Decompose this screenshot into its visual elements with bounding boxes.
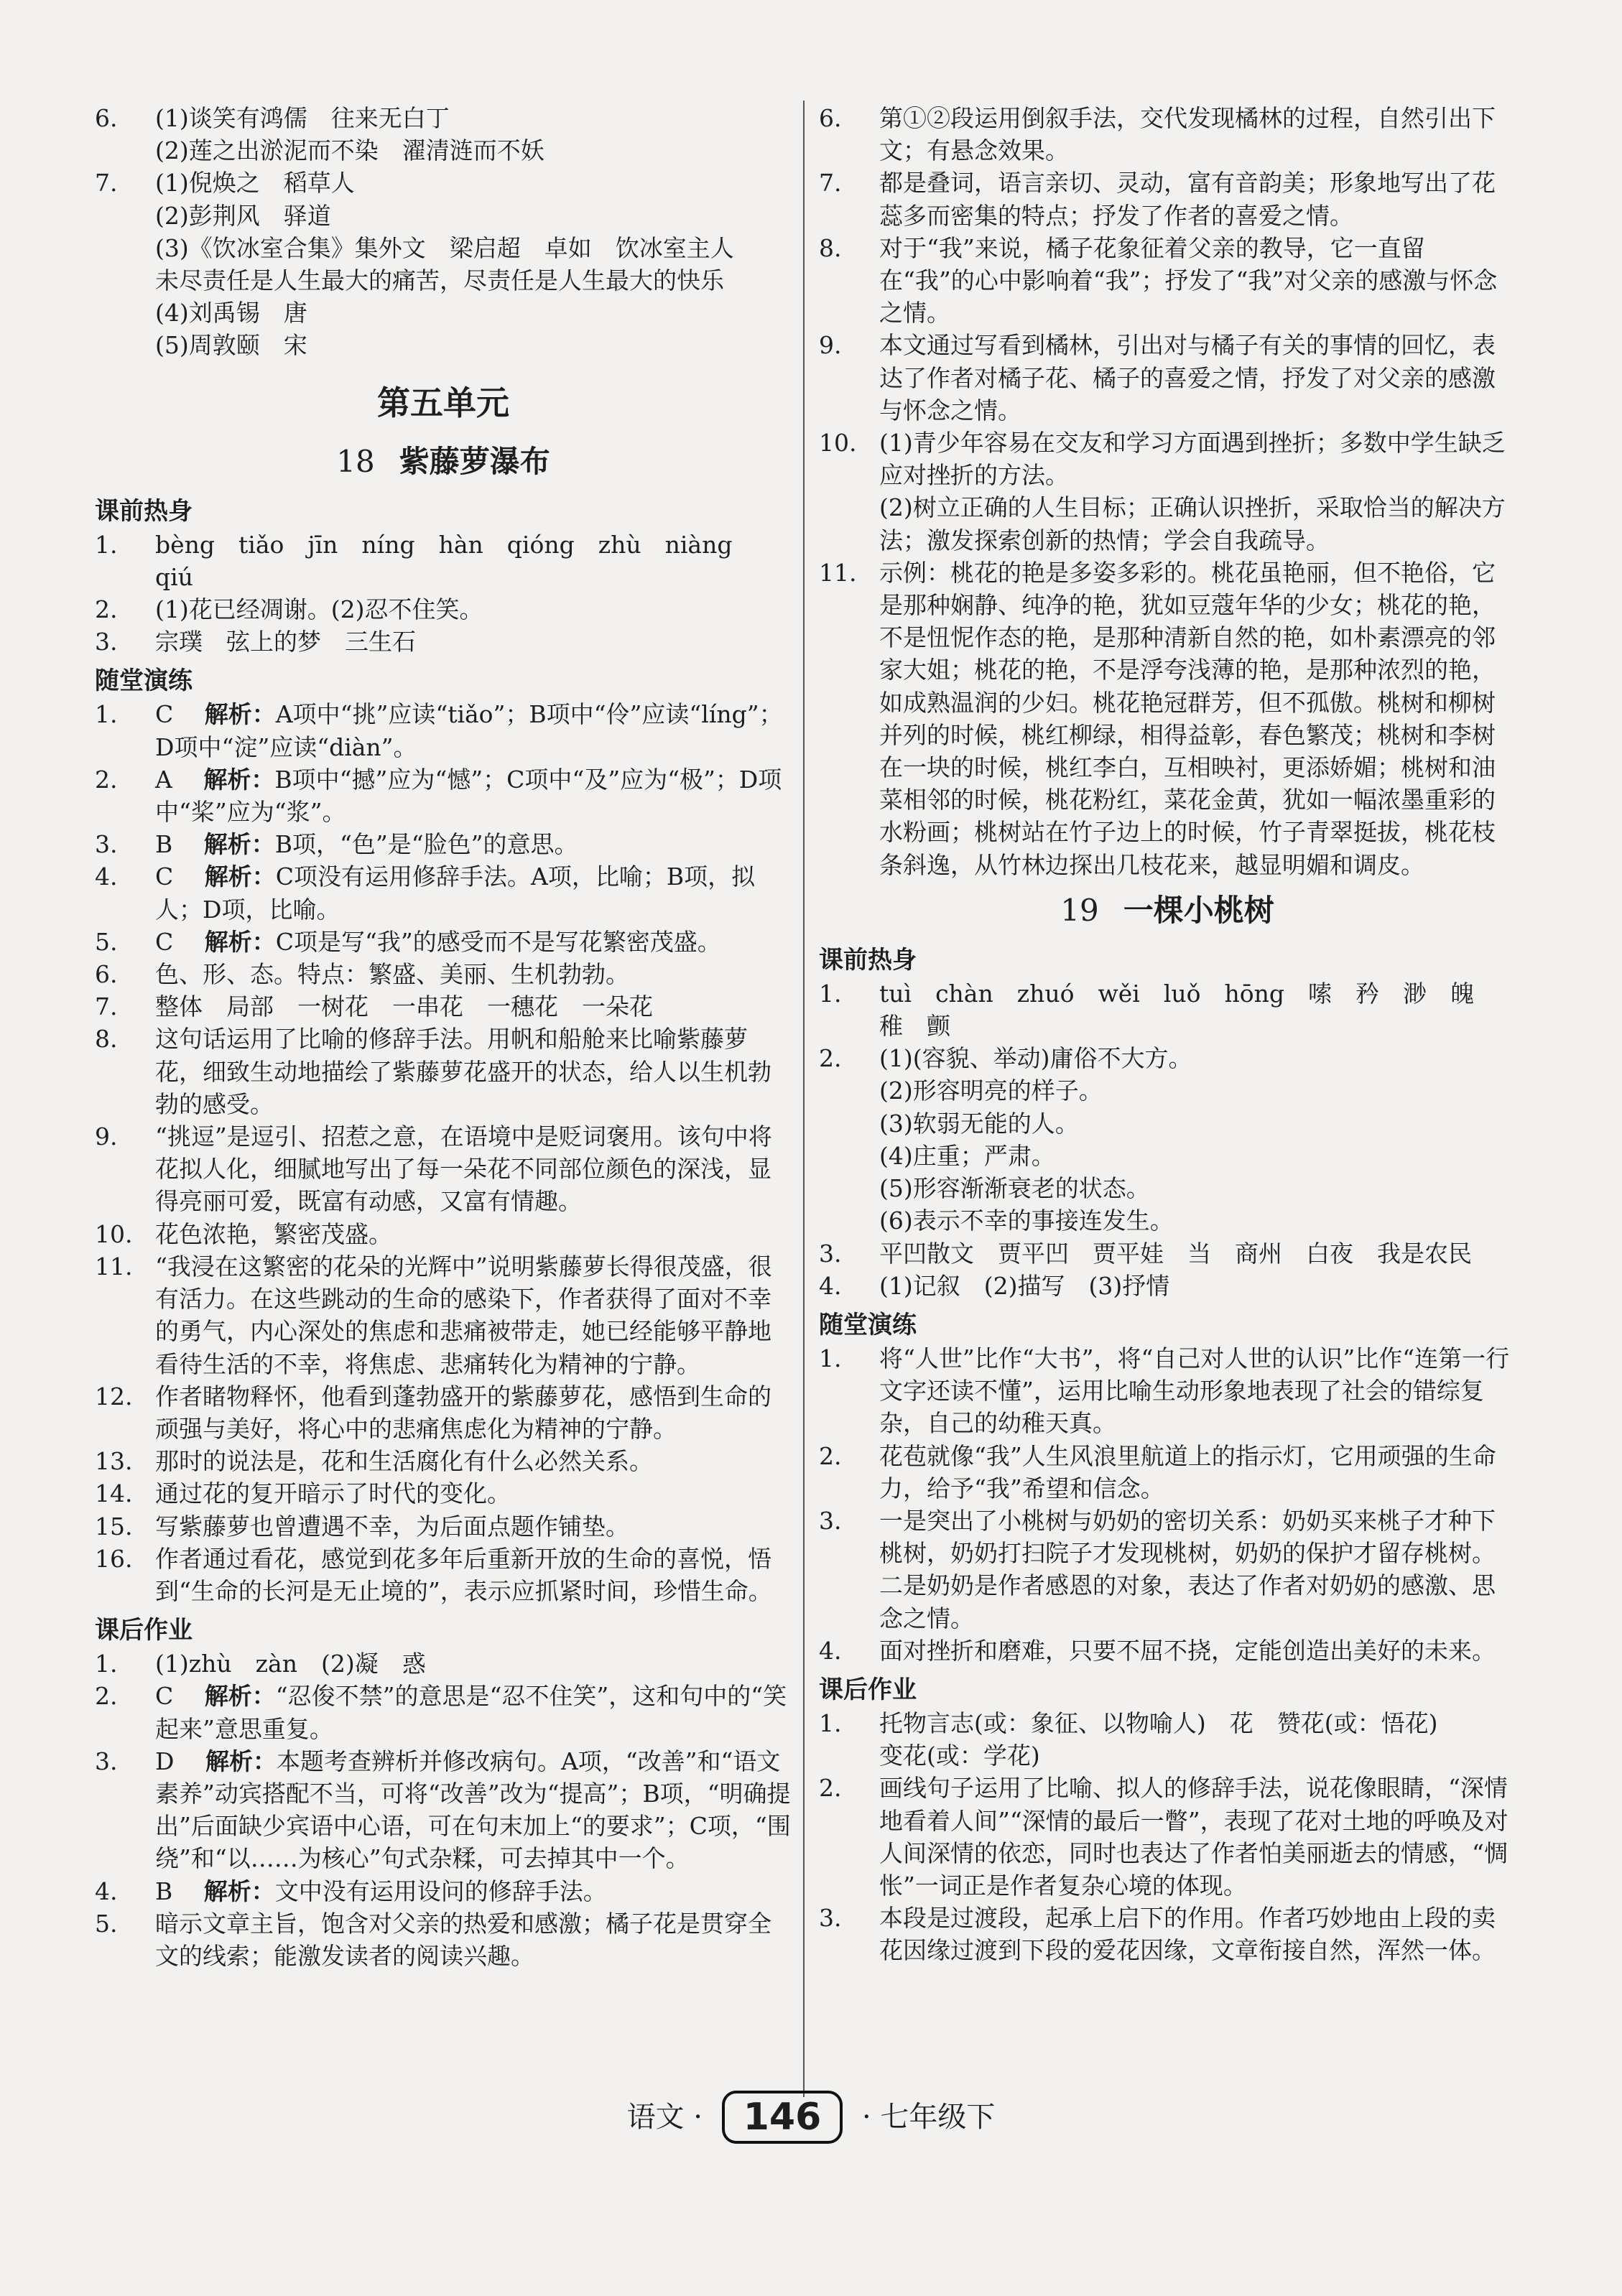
warmup-answers — [819, 977, 1516, 1302]
answer-text-block — [155, 1477, 792, 1510]
answer-number: 1. — [95, 530, 118, 559]
answer-body — [879, 1042, 1516, 1237]
section-heading-homework: 课后作业 — [95, 1616, 193, 1645]
section-heading-practice: 随堂演练 — [95, 666, 193, 696]
answer-text-block — [155, 1875, 792, 1907]
answer-text: “忍俊不禁”的意思是“忍不住笑”，这和句中的“笑起来”意思重复。 — [155, 1682, 787, 1743]
answer-body — [155, 1218, 792, 1250]
answer-text-block — [879, 557, 1516, 881]
answer-body — [155, 990, 792, 1023]
answer-body — [155, 1477, 792, 1510]
answer-text: B项，“色”是“脸色”的意思。 — [274, 830, 578, 859]
answer-text: 都是叠词，语言亲切、灵动，富有音韵美；形象地写出了花蕊多而密集的特点；抒发了作者的喜爱之情。 — [879, 169, 1496, 230]
answer-body — [879, 1635, 1516, 1667]
answer-choice: C — [155, 1682, 174, 1711]
answer-item — [819, 329, 1516, 427]
answer-body — [155, 1647, 792, 1680]
analysis-label: 解析： — [203, 830, 275, 859]
answer-item — [95, 1445, 792, 1477]
answer-text-block — [155, 1445, 792, 1477]
answer-number: 2. — [95, 595, 118, 624]
answer-number: 10. — [95, 1219, 133, 1248]
lesson-name: 一棵小桃树 — [1123, 892, 1274, 928]
answer-item — [95, 958, 792, 990]
answer-choice: B — [155, 1877, 173, 1905]
answer-item — [95, 1745, 792, 1875]
answer-line: (1)倪焕之 稻草人 — [155, 169, 355, 197]
footer-subject: 语文 · — [626, 2101, 703, 2134]
answer-text: 示例：桃花的艳是多姿多彩的。桃花虽艳丽，但不艳俗，它是那种娴静、纯净的艳，犹如豆蔻年华的少女；桃花的艳，不是忸怩作态的艳，是那种清新自然的艳，如朴素漂亮的邻家大姐；桃花的艳，不是浮夸浅薄的艳，是那种浓烈的艳，如成熟温润的少妇。桃花艳冠群芳，但不孤傲。桃树和柳树并列的时候，桃红柳绿，相得益彰，春色繁茂；桃树和李树在一块的时候，桃红李白，互相映衬，更添娇媚；桃树和油菜相邻的时候，桃花粉红，菜花金黄，犹如一幅浓墨重彩的水粉画；桃树站在竹子边上的时候，竹子青翠挺拔，桃花枝条斜逸，从竹林边探出几枝花来，越显明媚和调皮。 — [879, 558, 1496, 879]
answer-item — [819, 1505, 1516, 1635]
answer-text-block — [879, 102, 1516, 167]
answer-text-block — [879, 977, 1516, 1042]
answer-body — [155, 102, 792, 167]
answer-text-block — [879, 1270, 1516, 1302]
answer-text-block — [155, 1907, 792, 1972]
answer-text: 通过花的复开暗示了时代的变化。 — [155, 1479, 511, 1508]
answer-subline: (6)表示不幸的事接连发生。 — [879, 1207, 1174, 1235]
answer-line: (1)谈笑有鸿儒 往来无白丁 — [155, 104, 450, 132]
answer-line: (5)周敦颐 宋 — [155, 331, 307, 360]
answer-text-block — [879, 1707, 1516, 1739]
answer-body — [155, 698, 792, 763]
analysis-label: 解析： — [204, 927, 276, 956]
answer-text: “挑逗”是逗引、招惹之意，在语境中是贬词褒用。该句中将花拟人化，细腻地写出了每一朵花不同部位颜色的深浅，显得亮丽可爱，既富有动感，又富有情趣。 — [155, 1123, 772, 1216]
lesson-name: 紫藤萝瀑布 — [399, 443, 550, 479]
answer-body — [879, 427, 1516, 557]
answer-item — [95, 990, 792, 1023]
answer-text-block — [155, 926, 792, 958]
answer-body — [155, 1023, 792, 1120]
page-number: 146 — [722, 2091, 843, 2144]
answer-body — [879, 1270, 1516, 1302]
answer-text: 画线句子运用了比喻、拟人的修辞手法，说花像眼睛，“深情地看着人间”“深情的最后一瞥”，表现了花对土地的呼唤及对人间深情的依恋，同时也表达了作者怕美丽逝去的情感，“惆怅”一词正是作者复杂心境的体现。 — [879, 1774, 1509, 1900]
answer-text-block — [155, 1023, 792, 1120]
answer-number: 4. — [95, 863, 118, 891]
answer-text-block — [879, 1505, 1516, 1635]
analysis-label: 解析： — [203, 1877, 275, 1905]
answer-number: 3. — [95, 628, 118, 656]
answer-body — [879, 1505, 1516, 1635]
answer-body — [155, 828, 792, 860]
answer-line: (3)《饮冰室合集》集外文 梁启超 卓如 饮冰室主人 — [155, 233, 734, 262]
answer-text-block — [155, 1120, 792, 1218]
answer-number: 7. — [819, 169, 842, 197]
analysis-label: 解析： — [204, 863, 276, 891]
answer-text-block — [879, 427, 1516, 491]
answer-choice: B — [155, 830, 173, 859]
answer-text-block — [879, 1772, 1516, 1902]
section-heading-warmup: 课前热身 — [819, 945, 917, 975]
answer-text-block — [155, 1218, 792, 1250]
answer-text-block — [155, 990, 792, 1023]
section-heading-warmup: 课前热身 — [95, 496, 193, 526]
answer-text: tuì chàn zhuó wěi luǒ hōng 嗦 矜 渺 魄 稚 颤 — [879, 979, 1498, 1041]
answer-text: 写紫藤萝也曾遭遇不幸，为后面点题作铺垫。 — [155, 1512, 629, 1540]
answer-body — [155, 593, 792, 626]
answer-text-block — [879, 1237, 1516, 1270]
answer-text-block — [879, 232, 1516, 330]
answer-body — [879, 1707, 1516, 1772]
answer-item — [95, 167, 792, 361]
answer-text-block — [155, 1647, 792, 1680]
answer-number: 1. — [95, 700, 118, 729]
answer-item — [95, 926, 792, 958]
footer-grade: · 七年级下 — [861, 2101, 996, 2134]
answer-body — [879, 1237, 1516, 1270]
lesson-number: 18 — [336, 443, 375, 479]
answer-text-block — [155, 958, 792, 990]
answer-subline: (3)软弱无能的人。 — [879, 1109, 1079, 1138]
answer-body — [155, 1543, 792, 1607]
answer-text: (1)zhù zàn (2)凝 惑 — [155, 1650, 426, 1678]
answer-number: 6. — [95, 960, 118, 989]
answer-number: 1. — [819, 1709, 842, 1737]
lesson-19-title — [819, 887, 1516, 934]
answer-item — [819, 1902, 1516, 1966]
answer-item — [95, 1023, 792, 1120]
answer-text-block — [155, 1680, 792, 1744]
answer-text: 色、形、态。特点：繁盛、美丽、生机勃勃。 — [155, 960, 629, 989]
answer-text: 花苞就像“我”人生风浪里航道上的指示灯，它用顽强的生命力，给予“我”希望和信念。 — [879, 1441, 1496, 1502]
answer-body — [879, 1440, 1516, 1505]
answer-body — [155, 1510, 792, 1543]
answer-number: 14. — [95, 1479, 133, 1508]
answer-body — [879, 1902, 1516, 1966]
answer-choice: D — [155, 1747, 175, 1775]
answer-subline: (5)形容渐渐衰老的状态。 — [879, 1174, 1150, 1203]
answer-body — [155, 1680, 792, 1744]
answer-text-block — [879, 167, 1516, 231]
answer-subline: (4)庄重；严肃。 — [879, 1141, 1055, 1170]
answer-number: 11. — [95, 1252, 133, 1281]
answer-text: C项没有运用修辞手法。A项，比喻；B项，拟人；D项，比喻。 — [155, 863, 756, 924]
answer-item — [95, 1907, 792, 1972]
answer-text: B项中“撼”应为“憾”；C项中“及”应为“极”；D项中“桨”应为“浆”。 — [155, 765, 782, 827]
answer-number: 2. — [819, 1044, 842, 1073]
answer-text: C项是写“我”的感受而不是写花繁密茂盛。 — [275, 927, 721, 956]
answer-body — [155, 626, 792, 658]
answer-text: (1)青少年容易在交友和学习方面遇到挫折；多数中学生缺乏应对挫折的方法。 — [879, 429, 1506, 490]
answer-text-block — [155, 860, 792, 925]
answer-item — [95, 1647, 792, 1680]
practice-answers — [95, 698, 792, 1607]
answer-item — [95, 1477, 792, 1510]
answer-text-block — [155, 1250, 792, 1380]
right-column — [819, 102, 1516, 1967]
answer-text-block — [879, 1042, 1516, 1074]
answer-body — [155, 1380, 792, 1445]
answer-number: 4. — [819, 1636, 842, 1665]
answer-text: 作者通过看花，感觉到花多年后重新开放的生命的喜悦，悟到“生命的长河是无止境的”，表示应抓紧时间，珍惜生命。 — [155, 1544, 772, 1605]
practice-answers — [819, 1342, 1516, 1667]
answer-item — [819, 1042, 1516, 1237]
answer-text: 文中没有运用设问的修辞手法。 — [274, 1877, 607, 1905]
answer-text-block — [155, 1510, 792, 1543]
answer-item — [95, 1875, 792, 1907]
answer-body — [879, 1772, 1516, 1902]
answer-number: 6. — [95, 104, 118, 132]
lesson-number: 19 — [1060, 892, 1099, 928]
answer-line: (2)彭荆风 驿道 — [155, 201, 331, 230]
answer-number: 1. — [819, 979, 842, 1008]
answer-number: 9. — [95, 1123, 118, 1151]
answer-item — [95, 102, 792, 167]
answer-line: (4)刘禹锡 唐 — [155, 299, 307, 327]
analysis-label: 解析： — [203, 765, 275, 794]
answer-text: 这句话运用了比喻的修辞手法。用帆和船舱来比喻紫藤萝花，细致生动地描绘了紫藤萝花盛开的状态，给人以生机勃勃的感受。 — [155, 1025, 771, 1118]
answer-number: 2. — [819, 1441, 842, 1470]
answer-text: (1)(容貌、举动)庸俗不大方。 — [879, 1044, 1192, 1073]
answer-number: 3. — [95, 1747, 118, 1775]
answer-body — [155, 1907, 792, 1972]
answer-item — [95, 860, 792, 925]
answer-text: 本题考查辨析并修改病句。A项，“改善”和“语文素养”动宾搭配不当，可将“改善”改为“提高”；B项，“明确提出”后面缺少宾语中心语，可在句末加上“的要求”；C项，“围绕”和“以……为核心”句式杂糅，可去掉其中一个。 — [155, 1747, 791, 1873]
homework-answers — [95, 1647, 792, 1972]
answer-text: 整体 局部 一树花 一串花 一穗花 一朵花 — [155, 993, 653, 1021]
answer-number: 15. — [95, 1512, 133, 1540]
answer-number: 3. — [95, 830, 118, 859]
answer-number: 16. — [95, 1544, 133, 1573]
answer-text-block — [155, 1380, 792, 1445]
answer-item — [819, 102, 1516, 167]
answer-item — [95, 1510, 792, 1543]
analysis-label: 解析： — [205, 1747, 277, 1775]
answer-subline: (2)形容明亮的样子。 — [879, 1077, 1103, 1105]
answer-line: (2)莲之出淤泥而不染 濯清涟而不妖 — [155, 136, 544, 165]
answer-item — [95, 1680, 792, 1744]
answer-body — [155, 763, 792, 828]
answer-text-block — [879, 1635, 1516, 1667]
answer-number: 3. — [819, 1904, 842, 1933]
answer-text: 宗璞 弦上的梦 三生石 — [155, 628, 416, 656]
answer-text: (1)记叙 (2)描写 (3)抒情 — [879, 1271, 1170, 1300]
answer-item — [95, 1218, 792, 1250]
answer-subline: 变花(或：学花) — [879, 1742, 1040, 1770]
answer-text-block — [879, 1342, 1516, 1440]
answer-item — [95, 593, 792, 626]
answer-text-block — [155, 1745, 792, 1875]
answer-item — [95, 1380, 792, 1445]
answer-text-block — [879, 1902, 1516, 1966]
answer-item — [95, 698, 792, 763]
answer-text: (1)花已经凋谢。(2)忍不住笑。 — [155, 595, 483, 624]
page-footer — [0, 2086, 1622, 2144]
answer-text-block — [879, 1440, 1516, 1505]
answer-number: 8. — [819, 233, 842, 262]
answer-text: 对于“我”来说，橘子花象征着父亲的教导，它一直留在“我”的心中影响着“我”；抒发了“我”对父亲的感激与怀念之情。 — [879, 233, 1498, 327]
answer-number: 10. — [819, 429, 857, 457]
answer-number: 11. — [819, 558, 857, 587]
answer-text: 本文通过写看到橘林，引出对与橘子有关的事情的回忆，表达了作者对橘子花、橘子的喜爱之情，抒发了对父亲的感激与怀念之情。 — [879, 331, 1496, 424]
answer-text: 面对挫折和磨难，只要不屈不挠，定能创造出美好的未来。 — [879, 1636, 1496, 1665]
section-heading-practice: 随堂演练 — [819, 1310, 917, 1339]
answer-number: 6. — [819, 104, 842, 132]
answer-body — [879, 232, 1516, 330]
answer-text: bèng tiǎo jīn níng hàn qióng zhù niàng qiú — [155, 530, 756, 591]
answer-choice: A — [155, 765, 172, 794]
answer-item — [819, 1270, 1516, 1302]
lesson-18-title — [95, 438, 792, 485]
homework-answers — [819, 1707, 1516, 1967]
answer-body — [155, 860, 792, 925]
answer-item — [819, 232, 1516, 330]
left-column — [95, 102, 792, 1972]
answer-text-block — [155, 1543, 792, 1607]
answer-number: 3. — [819, 1506, 842, 1535]
answer-body — [155, 1745, 792, 1875]
answer-text: 第①②段运用倒叙手法，交代发现橘林的过程，自然引出下文；有悬念效果。 — [879, 104, 1496, 165]
answer-text-block — [155, 828, 792, 860]
answer-number: 4. — [819, 1271, 842, 1300]
answer-item — [95, 1120, 792, 1218]
analysis-label: 解析： — [204, 700, 276, 729]
answer-item — [95, 763, 792, 828]
answer-text: 本段是过渡段，起承上启下的作用。作者巧妙地由上段的卖花因缘过渡到下段的爱花因缘，文章衔接自然，浑然一体。 — [879, 1904, 1496, 1965]
answer-item — [95, 1543, 792, 1607]
answer-item — [95, 828, 792, 860]
answer-choice: C — [155, 863, 174, 891]
right-previous-answers — [819, 102, 1516, 881]
answer-item — [819, 977, 1516, 1042]
answer-body — [879, 557, 1516, 881]
answer-body — [879, 977, 1516, 1042]
answer-number: 13. — [95, 1447, 133, 1476]
answer-item — [819, 427, 1516, 557]
answer-text: A项中“挑”应读“tiǎo”；B项中“伶”应读“líng”；D项中“淀”应读“diàn”。 — [155, 700, 783, 761]
answer-text-block — [155, 593, 792, 626]
answer-number: 12. — [95, 1382, 133, 1410]
answer-subline: (2)树立正确的人生目标；正确认识挫折，采取恰当的解决方法；激发探索创新的热情；学会自我疏导。 — [879, 493, 1506, 554]
answer-choice: C — [155, 700, 174, 729]
answer-body — [155, 926, 792, 958]
answer-item — [819, 1237, 1516, 1270]
answer-body — [155, 958, 792, 990]
answer-body — [879, 102, 1516, 167]
answer-item — [819, 1440, 1516, 1505]
answer-item — [819, 1772, 1516, 1902]
answer-text: 托物言志(或：象征、以物喻人) 花 赞花(或：悟花) — [879, 1709, 1438, 1737]
section-heading-homework: 课后作业 — [819, 1675, 917, 1704]
answer-item — [95, 1250, 792, 1380]
answer-item — [819, 1635, 1516, 1667]
answer-item — [819, 557, 1516, 881]
answer-text: 那时的说法是，花和生活腐化有什么必然关系。 — [155, 1447, 653, 1476]
answer-text: “我浸在这繁密的花朵的光辉中”说明紫藤萝长得很茂盛，很有活力。在这些跳动的生命的感染下，作者获得了面对不幸的勇气，内心深处的焦虑和悲痛被带走，她已经能够平静地看待生活的不幸，将焦虑、悲痛转化为精神的宁静。 — [155, 1252, 772, 1378]
answer-line: 未尽责任是人生最大的痛苦，尽责任是人生最大的快乐 — [155, 266, 724, 295]
left-previous-answers — [95, 102, 792, 362]
unit-title: 第五单元 — [377, 383, 509, 422]
column-divider — [803, 101, 805, 2097]
answer-number: 5. — [95, 1909, 118, 1938]
answer-text: 作者睹物释怀，他看到蓬勃盛开的紫藤萝花，感悟到生命的顽强与美好，将心中的悲痛焦虑化为精神的宁静。 — [155, 1382, 771, 1443]
answer-item — [819, 167, 1516, 231]
answer-item — [95, 626, 792, 658]
answer-text-block — [879, 329, 1516, 427]
answer-number: 9. — [819, 331, 842, 360]
answer-number: 2. — [95, 765, 118, 794]
answer-text: 一是突出了小桃树与奶奶的密切关系：奶奶买来桃子才种下桃树，奶奶打扫院子才发现桃树，奶奶的保护才留存桃树。二是奶奶是作者感恩的对象，表达了作者对奶奶的感激、思念之情。 — [879, 1506, 1496, 1632]
answer-body — [155, 1120, 792, 1218]
answer-text: 将“人世”比作“大书”，将“自己对人世的认识”比作“连第一行文字还读不懂”，运用比喻生动形象地表现了社会的错综复杂，自己的幼稚天真。 — [879, 1344, 1510, 1438]
answer-text: 花色浓艳，繁密茂盛。 — [155, 1219, 392, 1248]
answer-text: 平凹散文 贾平凹 贾平娃 当 商州 白夜 我是农民 — [879, 1239, 1472, 1268]
answer-number: 3. — [819, 1239, 842, 1268]
answer-text: 暗示文章主旨，饱含对父亲的热爱和感激；橘子花是贯穿全文的线索；能激发读者的阅读兴趣。 — [155, 1909, 771, 1970]
answer-body — [879, 167, 1516, 231]
analysis-label: 解析： — [204, 1682, 276, 1711]
answer-text-block — [155, 529, 792, 593]
answer-choice: C — [155, 927, 174, 956]
answer-body — [155, 1250, 792, 1380]
answer-item — [95, 529, 792, 593]
answer-text-block — [155, 763, 792, 828]
answer-number: 2. — [819, 1774, 842, 1803]
answer-number: 4. — [95, 1877, 118, 1905]
answer-number: 1. — [95, 1650, 118, 1678]
answer-body — [879, 329, 1516, 427]
answer-number: 7. — [95, 169, 118, 197]
answer-item — [819, 1707, 1516, 1772]
answer-number: 1. — [819, 1344, 842, 1372]
answer-number: 5. — [95, 927, 118, 956]
answer-text-block — [155, 626, 792, 658]
answer-number: 2. — [95, 1682, 118, 1711]
answer-body — [155, 529, 792, 593]
answer-number: 7. — [95, 993, 118, 1021]
answer-body — [155, 1445, 792, 1477]
answer-text-block — [155, 698, 792, 763]
warmup-answers — [95, 529, 792, 659]
answer-item — [819, 1342, 1516, 1440]
answer-number: 8. — [95, 1025, 118, 1054]
answer-body — [155, 1875, 792, 1907]
answer-body — [155, 167, 792, 361]
answer-body — [879, 1342, 1516, 1440]
